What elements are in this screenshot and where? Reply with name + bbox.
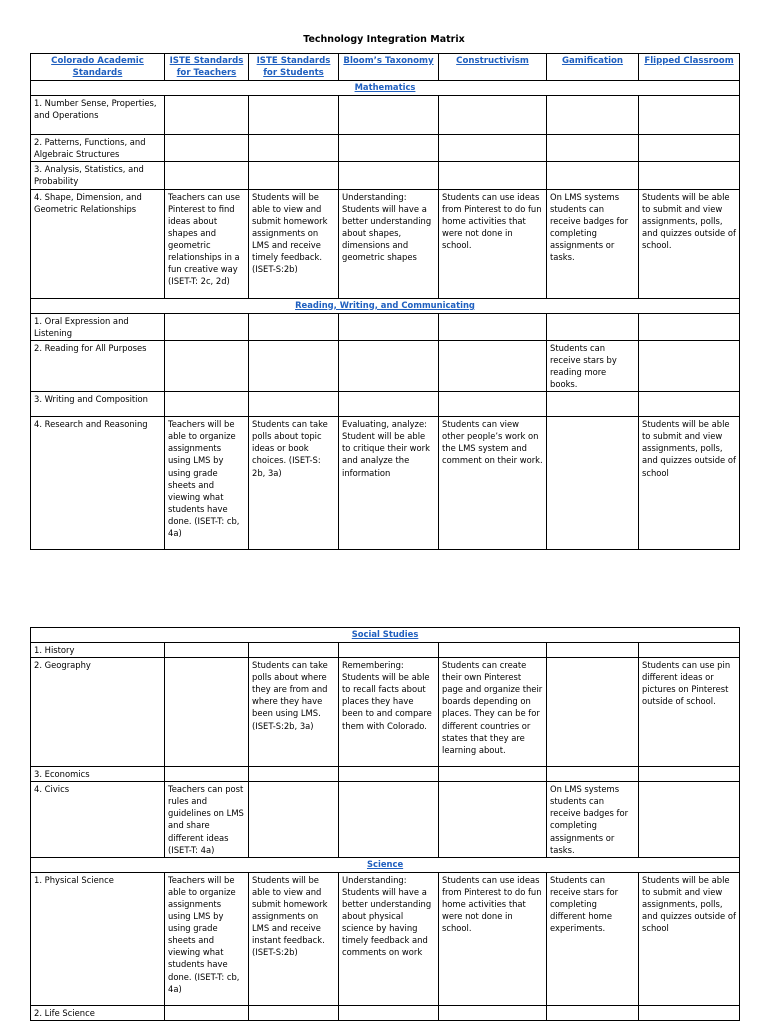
table-cell: [439, 767, 547, 782]
table-cell: Students can take polls about where they are from and where they have been using LMS. (ISET-S:2b, 3a): [249, 658, 339, 767]
table-cell: On LMS systems students can receive badges for completing assignments or tasks.: [547, 782, 639, 858]
section-title-mathematics: Mathematics: [31, 81, 740, 96]
matrix-table-page-bottom: [30, 627, 740, 1021]
table-cell: [639, 96, 740, 135]
table-cell: [547, 767, 639, 782]
header-flipped: Flipped Classroom: [639, 54, 740, 81]
table-row: [31, 340, 740, 391]
table-cell: [639, 313, 740, 340]
header-iste-teachers: ISTE Standards for Teachers: [165, 54, 249, 81]
table-cell: [639, 340, 740, 391]
table-cell: [439, 392, 547, 417]
table-cell: Understanding: Students will have a better understanding about shapes, dimensions and geometric shapes: [339, 189, 439, 298]
matrix-table-page-top: [30, 53, 740, 550]
table-cell: [339, 96, 439, 135]
section-title-reading-writing: Reading, Writing, and Communicating: [31, 298, 740, 313]
table-cell: Students can use ideas from Pinterest to do fun home activities that were not done in school.: [439, 189, 547, 298]
table-cell: [439, 340, 547, 391]
table-cell: [249, 1005, 339, 1020]
table-cell: Students will be able to view and submit homework assignments on LMS and receive timely feedback. (ISET-S:2b): [249, 189, 339, 298]
table-cell: [339, 782, 439, 858]
table-cell: [439, 135, 547, 162]
table-cell: 1. Oral Expression and Listening: [31, 313, 165, 340]
table-cell: 1. History: [31, 643, 165, 658]
header-blooms: Bloom’s Taxonomy: [339, 54, 439, 81]
table-cell: Students will be able to submit and view assignments, polls, and quizzes outside of school.: [639, 189, 740, 298]
table-cell: Understanding: Students will have a better understanding about physical science by having timely feedback and comments on work: [339, 872, 439, 1005]
table-cell: [339, 1005, 439, 1020]
table-cell: 2. Patterns, Functions, and Algebraic Structures: [31, 135, 165, 162]
table-cell: 4. Civics: [31, 782, 165, 858]
table-cell: [547, 162, 639, 189]
table-cell: [439, 1005, 547, 1020]
table-row: [31, 392, 740, 417]
table-cell: [339, 340, 439, 391]
table-cell: Teachers will be able to organize assignments using LMS by using grade sheets and viewing what students have done. (ISET-T: cb, 4a): [165, 417, 249, 550]
table-cell: Students will be able to submit and view assignments, polls, and quizzes outside of school: [639, 872, 740, 1005]
table-row: [31, 313, 740, 340]
table-cell: Remembering: Students will be able to recall facts about places they have been to and compare them with Colorado.: [339, 658, 439, 767]
table-cell: Teachers will be able to organize assignments using LMS by using grade sheets and viewing what students have done. (ISET-T: cb, 4a): [165, 872, 249, 1005]
table-cell: [547, 135, 639, 162]
table-cell: Students will be able to view and submit homework assignments on LMS and receive instant feedback. (ISET-S:2b): [249, 872, 339, 1005]
table-cell: [339, 767, 439, 782]
table-cell: [165, 340, 249, 391]
table-row: [31, 135, 740, 162]
table-cell: 4. Shape, Dimension, and Geometric Relationships: [31, 189, 165, 298]
table-cell: [639, 162, 740, 189]
table-cell: 1. Physical Science: [31, 872, 165, 1005]
table-cell: [439, 643, 547, 658]
table-cell: [165, 767, 249, 782]
table-cell: [639, 767, 740, 782]
header-constructivism: Constructivism: [439, 54, 547, 81]
table-cell: 3. Analysis, Statistics, and Probability: [31, 162, 165, 189]
table-cell: Teachers can use Pinterest to find ideas about shapes and geometric relationships in a fun creative way (ISET-T: 2c, 2d): [165, 189, 249, 298]
table-cell: [639, 392, 740, 417]
table-cell: 3. Writing and Composition: [31, 392, 165, 417]
table-cell: 3. Economics: [31, 767, 165, 782]
table-cell: [439, 313, 547, 340]
table-cell: [165, 96, 249, 135]
table-cell: [339, 162, 439, 189]
table-cell: Students can use pin different ideas or pictures on Pinterest outside of school.: [639, 658, 740, 767]
table-cell: [249, 643, 339, 658]
table-cell: 2. Life Science: [31, 1005, 165, 1020]
table-cell: [165, 392, 249, 417]
table-row: [31, 872, 740, 1005]
table-cell: On LMS systems students can receive badges for completing assignments or tasks.: [547, 189, 639, 298]
table-cell: [249, 313, 339, 340]
table-cell: [249, 96, 339, 135]
table-cell: [165, 1005, 249, 1020]
table-cell: 4. Research and Reasoning: [31, 417, 165, 550]
table-cell: [439, 96, 547, 135]
table-cell: [639, 1005, 740, 1020]
table-cell: 1. Number Sense, Properties, and Operations: [31, 96, 165, 135]
table-cell: [439, 782, 547, 858]
table-cell: Students can create their own Pinterest page and organize their boards depending on places. They can be for different countries or states that they are learning about.: [439, 658, 547, 767]
table-cell: [165, 658, 249, 767]
header-colorado-standards: Colorado Academic Standards: [31, 54, 165, 81]
table-cell: Students can view other people’s work on the LMS system and comment on their work.: [439, 417, 547, 550]
section-title-science: Science: [31, 857, 740, 872]
table-cell: [547, 96, 639, 135]
section-title-social-studies: Social Studies: [31, 628, 740, 643]
table-cell: Teachers can post rules and guidelines on LMS and share different ideas (ISET-T: 4a): [165, 782, 249, 858]
table-cell: [249, 392, 339, 417]
table-cell: 2. Geography: [31, 658, 165, 767]
table-cell: 2. Reading for All Purposes: [31, 340, 165, 391]
table-row: [31, 643, 740, 658]
table-cell: [249, 767, 339, 782]
table-cell: [439, 162, 547, 189]
table-cell: [249, 340, 339, 391]
table-row: [31, 96, 740, 135]
table-cell: [339, 313, 439, 340]
table-cell: [249, 135, 339, 162]
table-cell: Students can receive stars by reading more books.: [547, 340, 639, 391]
table-cell: [547, 1005, 639, 1020]
table-cell: [339, 135, 439, 162]
table-row: [31, 767, 740, 782]
table-row: [31, 1005, 740, 1020]
table-cell: [165, 643, 249, 658]
header-row: [31, 54, 740, 81]
table-row: [31, 162, 740, 189]
table-cell: [547, 313, 639, 340]
table-row: [31, 782, 740, 858]
table-cell: [547, 392, 639, 417]
table-cell: Students will be able to submit and view assignments, polls, and quizzes outside of school: [639, 417, 740, 550]
table-cell: [339, 392, 439, 417]
table-cell: [249, 162, 339, 189]
table-cell: Students can use ideas from Pinterest to do fun home activities that were not done in school.: [439, 872, 547, 1005]
table-row: [31, 417, 740, 550]
header-gamification: Gamification: [547, 54, 639, 81]
header-iste-students: ISTE Standards for Students: [249, 54, 339, 81]
table-cell: [165, 135, 249, 162]
table-cell: [547, 417, 639, 550]
table-cell: Students can receive stars for completing different home experiments.: [547, 872, 639, 1005]
table-cell: [165, 162, 249, 189]
table-cell: [339, 643, 439, 658]
table-row: [31, 658, 740, 767]
table-cell: [639, 782, 740, 858]
document-title: Technology Integration Matrix: [303, 34, 465, 45]
table-cell: [639, 643, 740, 658]
table-cell: Evaluating, analyze: Student will be able to critique their work and analyze the information: [339, 417, 439, 550]
table-cell: [547, 643, 639, 658]
table-cell: [639, 135, 740, 162]
table-cell: Students can take polls about topic ideas or book choices. (ISET-S: 2b, 3a): [249, 417, 339, 550]
table-cell: [547, 658, 639, 767]
table-row: [31, 189, 740, 298]
table-cell: [249, 782, 339, 858]
table-cell: [165, 313, 249, 340]
